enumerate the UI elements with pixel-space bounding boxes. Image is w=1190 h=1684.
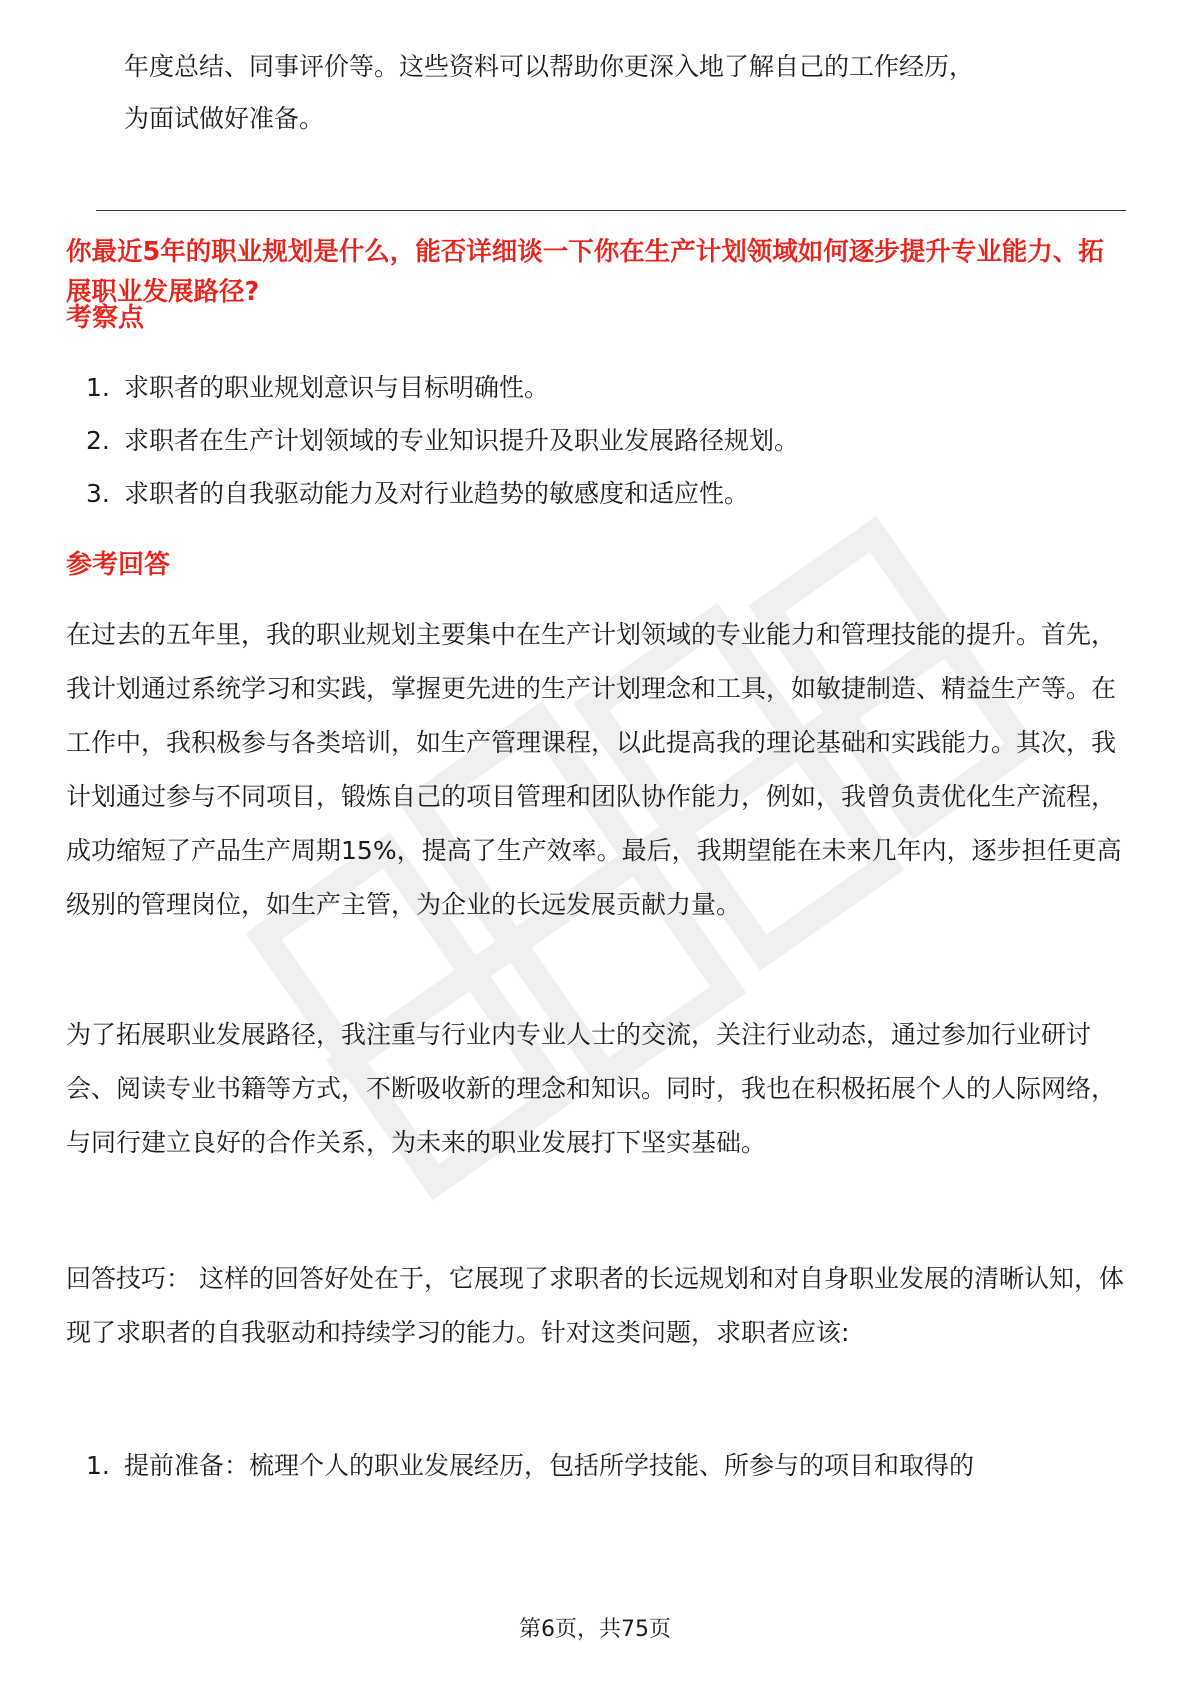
intro-line-1: 年度总结、同事评价等。这些资料可以帮助你更深入地了解自己的工作经历， (124, 52, 975, 81)
list-item (86, 368, 1126, 408)
question-heading: 你最近5年的职业规划是什么，能否详细谈一下你在生产计划领域如何逐步提升专业能力、拓展职业发展路径? (66, 237, 1104, 307)
list-number: 2. (86, 426, 110, 455)
answer-title: 参考回答 (66, 550, 171, 580)
list-text: 提前准备：梳理个人的职业发展经历，包括所学技能、所参与的项目和取得的 (124, 1451, 975, 1480)
list-number: 1. (86, 373, 110, 402)
list-text: 求职者的自我驱动能力及对行业趋势的敏感度和适应性。 (124, 479, 750, 508)
list-number: 3. (86, 479, 110, 508)
list-number: 1. (86, 1451, 110, 1480)
focus-title: 考察点 (66, 303, 145, 333)
list-item (86, 421, 1126, 461)
section-divider (96, 210, 1126, 211)
answer-paragraph-2: 为了拓展职业发展路径，我注重与行业内专业人士的交流，关注行业动态，通过参加行业研讨会、阅读专业书籍等方式，不断吸收新的理念和知识。同时，我也在积极拓展个人的人际网络，与同行建立良好的合作关系，为未来的职业发展打下坚实基础。 (66, 1020, 1117, 1157)
page-footer: 第6页，共75页 (519, 1617, 671, 1642)
list-text: 求职者在生产计划领域的专业知识提升及职业发展路径规划。 (124, 426, 800, 455)
answer-paragraph-1: 在过去的五年里，我的职业规划主要集中在生产计划领域的专业能力和管理技能的提升。首先，我计划通过系统学习和实践，掌握更先进的生产计划理念和工具，如敏捷制造、精益生产等。在工作中，我积极参与各类培训，如生产管理课程，以此提高我的理论基础和实践能力。其次，我计划通过参与不同项目，锻炼自己的项目管理和团队协作能力，例如，我曾负责优化生产流程，成功缩短了产品生产周期15%，提高了生产效率。最后，我期望能在未来几年内，逐步担任更高级别的管理岗位，如生产主管，为企业的长远发展贡献力量。 (66, 620, 1122, 919)
intro-line-2: 为面试做好准备。 (124, 104, 325, 133)
tips-paragraph: 回答技巧： 这样的回答好处在于，它展现了求职者的长远规划和对自身职业发展的清晰认知，体现了求职者的自我驱动和持续学习的能力。针对这类问题，求职者应该: (66, 1264, 1124, 1347)
list-item (86, 1446, 1126, 1486)
list-item (86, 474, 1126, 514)
list-text: 求职者的职业规划意识与目标明确性。 (124, 373, 550, 402)
